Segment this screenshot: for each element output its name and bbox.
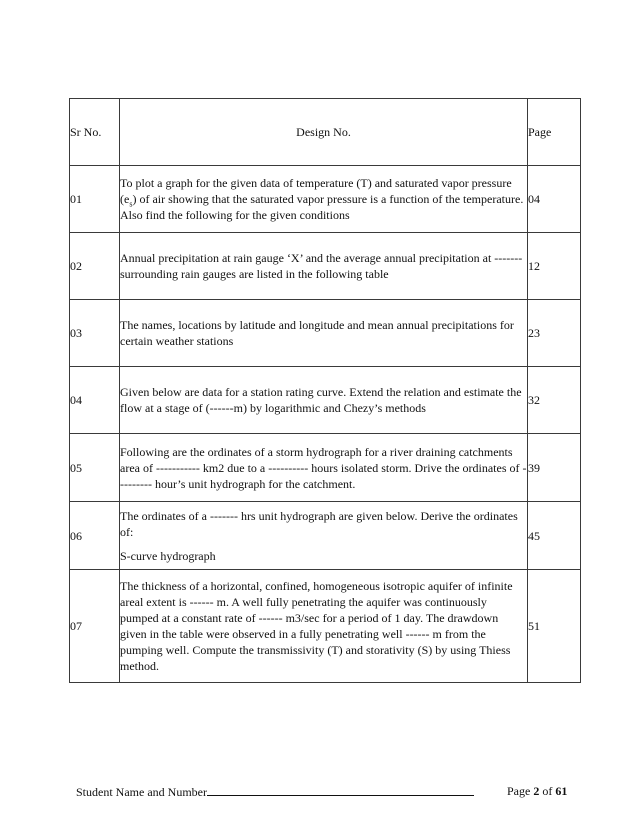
table-row bbox=[70, 502, 581, 570]
header-design-no: Design No. bbox=[120, 99, 528, 166]
page-of: of bbox=[542, 784, 553, 798]
row-sr-no: 03 bbox=[70, 300, 120, 367]
row-design-text: Following are the ordinates of a storm hydrograph for a river draining catchments area of ----------- km2 due to a ---------- hours isolated storm. Drive the ordinates of --------- hour’s unit hydrograph for the catchment. bbox=[120, 434, 528, 502]
header-sr-no: Sr No. bbox=[70, 99, 120, 166]
page-current: 2 bbox=[533, 784, 540, 798]
table-row bbox=[70, 570, 581, 683]
row-sr-no: 06 bbox=[70, 502, 120, 570]
row-sr-no: 04 bbox=[70, 367, 120, 434]
row-page: 51 bbox=[528, 570, 581, 683]
row-design-text: Annual precipitation at rain gauge ‘X’ and the average annual precipitation at ------- surrounding rain gauges are listed in the following table bbox=[120, 233, 528, 300]
row-design-text bbox=[120, 166, 528, 233]
design-index-table bbox=[69, 98, 581, 683]
table-row bbox=[70, 233, 581, 300]
row-page: 32 bbox=[528, 367, 581, 434]
page-total: 61 bbox=[555, 784, 568, 798]
design-text-part: To plot a graph for the given data of temperature (T) and saturated vapor pressure (e bbox=[120, 176, 512, 206]
design-text-extra: S-curve hydrograph bbox=[120, 548, 216, 563]
row-page: 23 bbox=[528, 300, 581, 367]
table-row bbox=[70, 300, 581, 367]
table-row bbox=[70, 434, 581, 502]
row-page: 04 bbox=[528, 166, 581, 233]
row-page: 45 bbox=[528, 502, 581, 570]
header-row bbox=[70, 99, 581, 166]
row-page: 39 bbox=[528, 434, 581, 502]
row-design-text: The names, locations by latitude and longitude and mean annual precipitations for certain weather stations bbox=[120, 300, 528, 367]
student-name-field bbox=[76, 784, 474, 799]
row-page: 12 bbox=[528, 233, 581, 300]
row-sr-no: 02 bbox=[70, 233, 120, 300]
header-page: Page bbox=[528, 99, 581, 166]
table-row bbox=[70, 367, 581, 434]
page-number bbox=[507, 784, 567, 798]
row-sr-no: 07 bbox=[70, 570, 120, 683]
row-design-text: The thickness of a horizontal, confined, homogeneous isotropic aquifer of infinite areal extent is ------ m. A well fully penetrating the aquifer was continuously pumped at a constant rate of ------ m3/sec for a period of 1 day. The drawdown given in the table were observed in a fully penetrating well ------ m from the pumping well. Compute the transmissivity (T) and storativity (S) by using Thiess method. bbox=[120, 570, 528, 683]
student-name-label: Student Name and Number bbox=[76, 785, 207, 799]
row-design-text bbox=[120, 502, 528, 570]
row-design-text: Given below are data for a station rating curve. Extend the relation and estimate the flow at a stage of (------m) by logarithmic and Chezy’s methods bbox=[120, 367, 528, 434]
table-row bbox=[70, 166, 581, 233]
row-sr-no: 01 bbox=[70, 166, 120, 233]
design-text-part: ) of air showing that the saturated vapor pressure is a function of the temperature. Also find the following for the given conditions bbox=[120, 192, 524, 222]
subscript-s: s bbox=[129, 199, 133, 209]
design-text-part: The ordinates of a ------- hrs unit hydrograph are given below. Derive the ordinates of: bbox=[120, 508, 518, 539]
row-sr-no: 05 bbox=[70, 434, 120, 502]
page-word: Page bbox=[507, 784, 531, 798]
student-name-underline bbox=[207, 784, 474, 796]
